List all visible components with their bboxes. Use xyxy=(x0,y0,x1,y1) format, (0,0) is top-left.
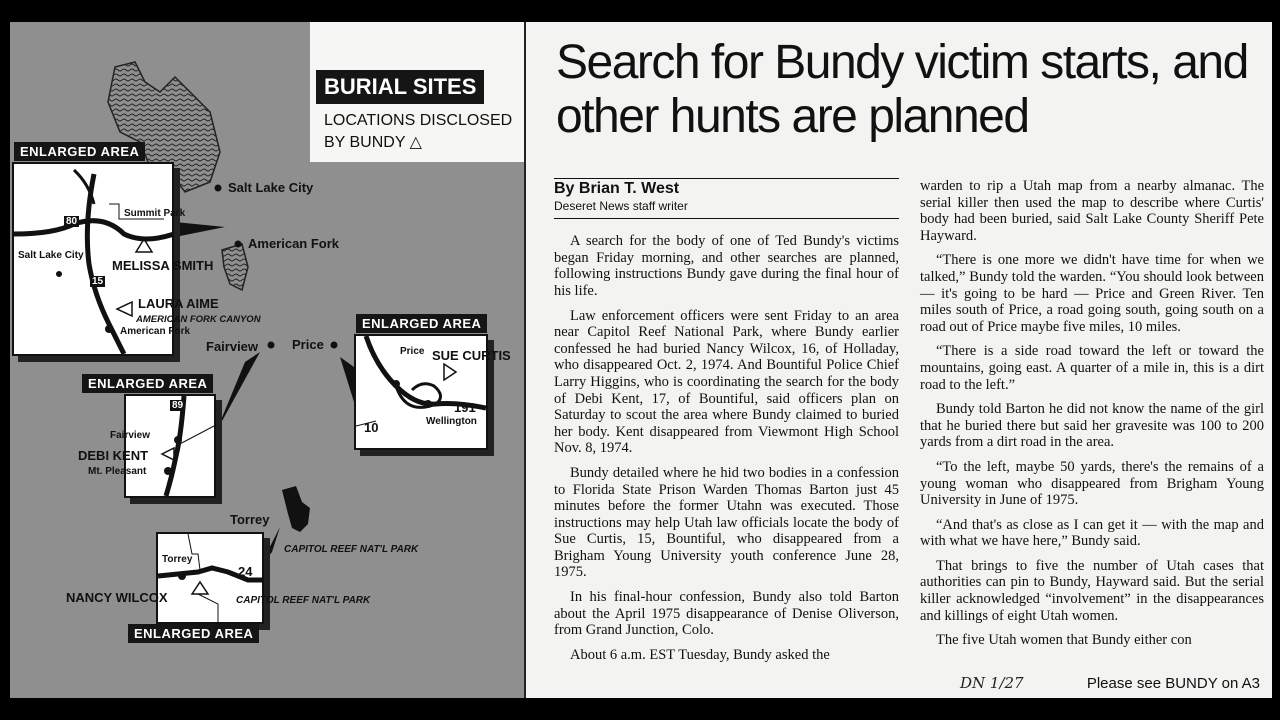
inset3-banner: ENLARGED AREA xyxy=(356,314,487,333)
legend-title: BURIAL SITES xyxy=(316,70,484,104)
inset1-laura-aime: LAURA AIME xyxy=(138,296,219,311)
inset3-route-191: 191 xyxy=(454,400,476,415)
inset1-summit-park: Summit Park xyxy=(124,208,186,219)
triangle-icon: △ xyxy=(409,134,422,151)
inset4-box xyxy=(156,532,264,624)
byline: By Brian T. West xyxy=(554,180,680,197)
inset1-canyon: AMERICAN FORK CANYON xyxy=(136,314,261,325)
inset1-american-fork: American Fork xyxy=(120,326,191,337)
label-salt-lake-city: Salt Lake City xyxy=(228,180,314,195)
paragraph: Bundy told Barton he did not know the name of the girl that he buried there but said her gravesite was 100 to 200 yards from a dirt road in the area. xyxy=(920,401,1264,451)
paragraph: “There is one more we didn't have time for when we talked,” Bundy told the warden. “You should look between — it's going to be hard — Price and Green River. Ten miles south of Price, a road going south, going south on a road out of Price maybe five miles, 10 miles. xyxy=(920,252,1264,335)
inset4-route-24: 24 xyxy=(238,564,253,579)
map-legend xyxy=(316,70,518,180)
paragraph: That brings to five the number of Utah cases that authorities can pin to Bundy, Hayward said. But the serial killer acknowledged “involvement” in the disappearances and killings of eight Utah women. xyxy=(920,557,1264,624)
paragraph: Law enforcement officers were sent Friday to an area near Capitol Reef National Park, where Bundy earlier confessed he had buried Nancy Wilcox, 16, of Holladay, who disappeared Oct. 2, 1974. And Bountiful Police Chief Larry Higgins, who is coordinating the search for the body of Debi Kent, 17, of Bountiful, said officers plan on Saturday to scout the area where Bundy claimed to buried her body. Kent disappeared from Viewmont High School Nov. 8, 1974. xyxy=(554,307,899,457)
paragraph: In his final-hour confession, Bundy also told Barton about the April 1975 disappearance of Denise Oliverson, from Grand Junction, Colo. xyxy=(554,589,899,639)
paragraph: “There is a side road toward the left or toward the mountains, going east. A quarter of a mile in, this is a dirt road to the left.” xyxy=(920,343,1264,393)
route-89-shield: 89 xyxy=(172,400,184,411)
american-fork-dot xyxy=(235,241,242,248)
inset3-price: Price xyxy=(400,346,425,357)
article-column-1 xyxy=(554,178,899,671)
label-price: Price xyxy=(292,337,324,352)
label-fairview: Fairview xyxy=(206,339,259,354)
label-american-fork: American Fork xyxy=(248,236,340,251)
legend-line2: BY BUNDY xyxy=(324,134,406,151)
inset1-melissa-smith: MELISSA SMITH xyxy=(112,258,214,273)
inset2-banner: ENLARGED AREA xyxy=(82,374,213,393)
inset4-torrey: Torrey xyxy=(162,554,193,565)
inset4-nancy-wilcox: NANCY WILCOX xyxy=(66,590,168,605)
byline-block xyxy=(554,178,899,219)
paragraph: The five Utah women that Bundy either con xyxy=(936,632,1192,649)
staff-line: Deseret News staff writer xyxy=(554,198,688,213)
headline: Search for Bundy victim starts, and other hunts are planned xyxy=(556,36,1248,143)
handwritten-note: DN 1/27 xyxy=(960,674,1024,692)
fairview-dot xyxy=(268,342,275,349)
inset3-route-10: 10 xyxy=(364,420,379,435)
paragraph: warden to rip a Utah map from a nearby almanac. The serial killer then used the map to describe where Curtis' body had been buried, said Salt Lake County Sheriff Pete Hayward. xyxy=(920,178,1264,244)
salt-lake-city-dot xyxy=(215,185,222,192)
route-15-shield: 15 xyxy=(92,276,104,287)
inset1-banner: ENLARGED AREA xyxy=(14,142,145,161)
paragraph: “To the left, maybe 50 yards, there's the remains of a young woman who disappeared from Brigham Young University in June of 1975. xyxy=(920,458,1264,509)
inset2-mt-pleasant: Mt. Pleasant xyxy=(88,466,147,477)
route-80-shield: 80 xyxy=(66,216,78,227)
inset2-debi-kent: DEBI KENT xyxy=(78,448,149,463)
jump-line: Please see BUNDY on A3 xyxy=(1086,675,1260,692)
inset2-fairview: Fairview xyxy=(110,430,151,441)
paragraph: “And that's as close as I can get it — with the map and with what we have here,” Bundy said. xyxy=(920,516,1264,550)
burial-sites-map xyxy=(10,22,526,698)
inset3-box xyxy=(354,334,511,450)
inset1-salt-lake-city: Salt Lake City xyxy=(18,250,84,261)
legend-line1: LOCATIONS DISCLOSED xyxy=(324,112,513,129)
inset4-banner: ENLARGED AREA xyxy=(128,624,259,643)
price-dot xyxy=(331,342,338,349)
label-torrey: Torrey xyxy=(230,512,270,527)
article-column-2 xyxy=(920,178,1264,657)
label-capitol-reef: CAPITOL REEF NAT'L PARK xyxy=(284,544,419,555)
paragraph: A search for the body of one of Ted Bundy's victims began Friday morning, and other searches are planned, following instructions Bundy gave during the final hour of his life. xyxy=(554,233,899,299)
inset4-capitol-reef: CAPITOL REEF NAT'L PARK xyxy=(236,595,371,606)
paragraph: About 6 a.m. EST Tuesday, Bundy asked the xyxy=(570,646,830,663)
paragraph: Bundy detailed where he hid two bodies in a confession to Florida State Prison Warden Thomas Barton just 45 minutes before the former Utahn was executed. Those instructions may help Utah law officials locate the body of Sue Curtis, 15, Bountiful, who disappeared from a Brigham Young University youth conference June 28, 1975. xyxy=(554,464,899,581)
inset2-box xyxy=(78,394,216,498)
inset3-sue-curtis: SUE CURTIS xyxy=(432,348,511,363)
inset3-wellington: Wellington xyxy=(426,416,477,427)
newspaper-clipping xyxy=(10,22,1272,698)
